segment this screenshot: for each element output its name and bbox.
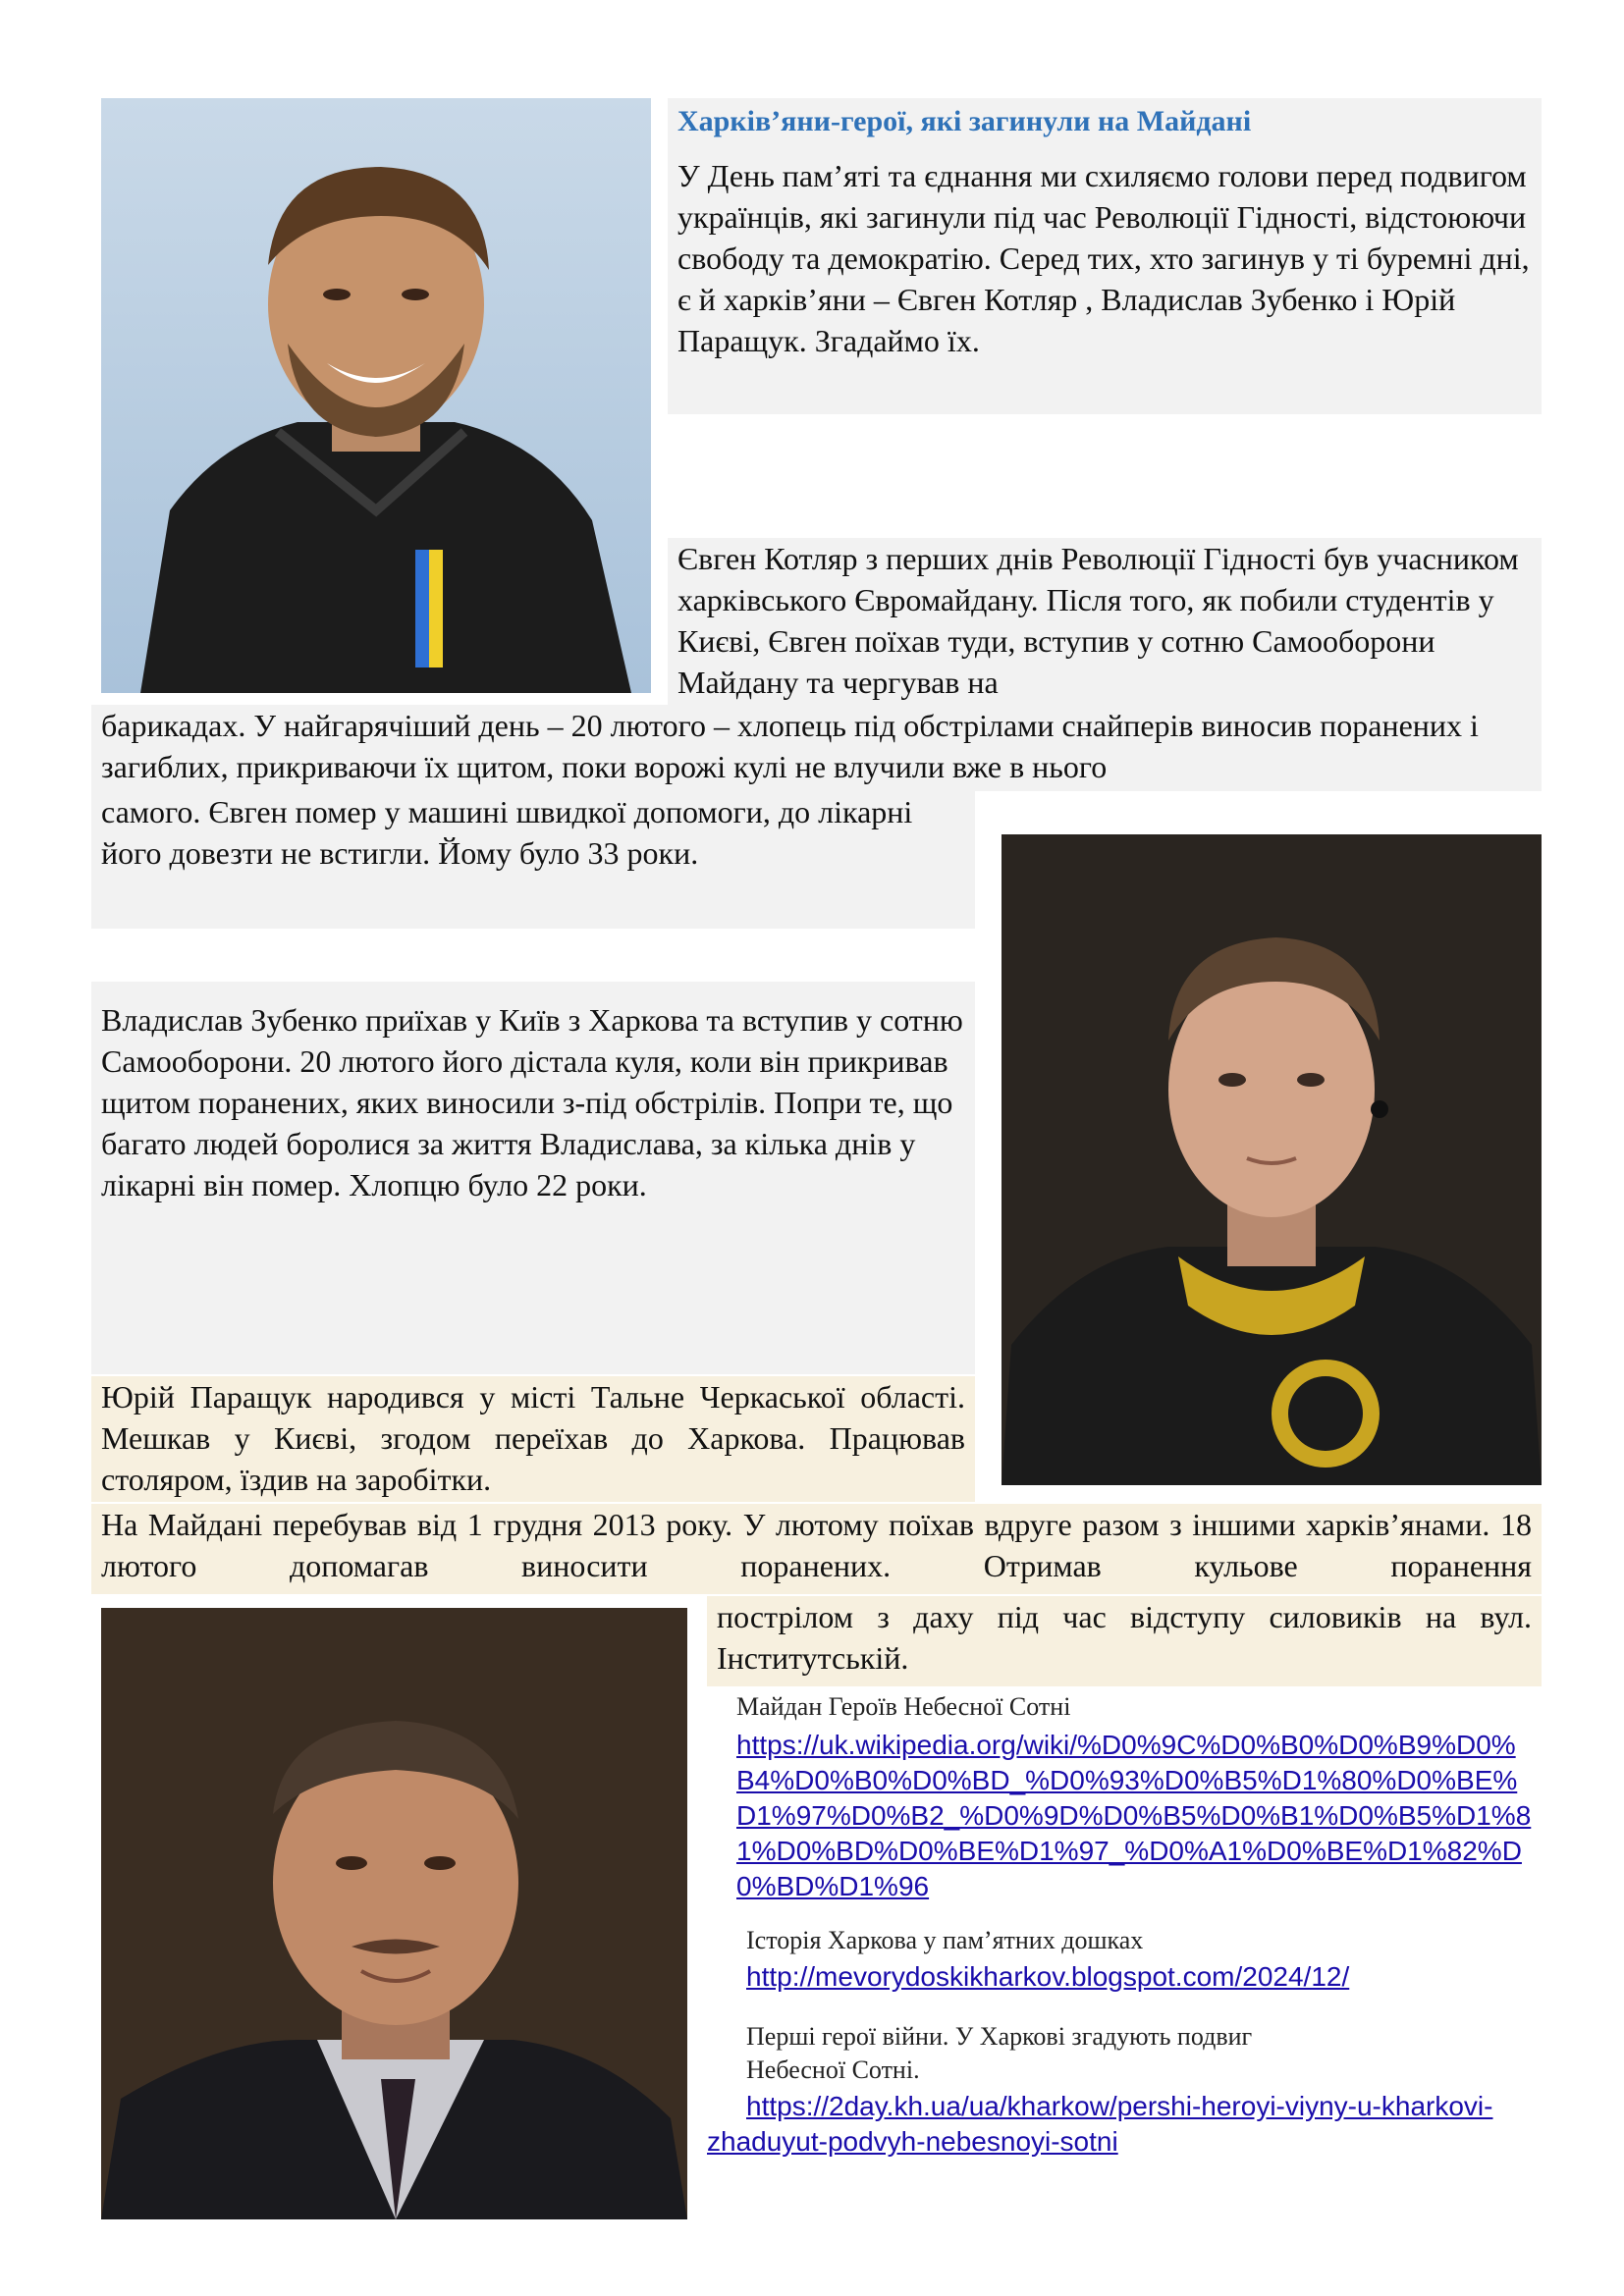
reference-link-2day[interactable]: https://2day.kh.ua/ua/kharkow/pershi-heroyi-viyny-u-kharkovi-zhaduyut-podvyh-nebesnoyi-sotni [707,2091,1493,2157]
photo-yurii-parashchuk [101,1608,687,2219]
zubenko-paragraph: Владислав Зубенко приїхав у Київ з Харкова та вступив у сотню Самооборони. 20 лютого його дістала куля, коли він прикривав щитом поранених, яких виносили з-під обстрілів. Попри те, що багато людей боролися за життя Владислава, за кілька днів у лікарні він помер. Хлопцю було 22 роки. [101,1002,963,1202]
kotliar-paragraph-part3: самого. Євген помер у машині швидкої допомоги, до лікарні його довезти не встигли. Йому було 33 роки. [101,794,913,871]
intro-block [668,98,1542,414]
kotliar-block-middle [91,705,1542,791]
reference-item [707,1924,1542,1995]
photo-yevhen-kotliar [101,98,651,693]
reference-caption: Майдан Героїв Небесної Сотні [736,1692,1071,1721]
reference-item [707,1690,1542,1904]
zubenko-block [91,982,975,1374]
kotliar-paragraph-part2: барикадах. У найгарячіший день – 20 лютого – хлопець під обстрілами снайперів виносив поранених і загиблих, прикриваючи їх щитом, поки ворожі кулі не влучили вже в нього [101,708,1479,784]
parashchuk-block-middle [91,1504,1542,1594]
reference-caption: Перші герої війни. У Харкові згадують подвиг Небесної Сотні. [746,2022,1253,2084]
kotliar-block-top [668,538,1542,705]
photo-vladyslav-zubenko [1001,834,1542,1485]
kotliar-block-bottom [91,791,975,929]
parashchuk-block-bottom [707,1596,1542,1686]
article-title: Харків’яни-герої, які загинули на Майдані [677,105,1252,137]
reference-link-blogspot[interactable]: http://mevorydoskikharkov.blogspot.com/2024/12/ [746,1961,1350,1992]
reference-link-wikipedia[interactable]: https://uk.wikipedia.org/wiki/%D0%9C%D0%B0%D0%B9%D0%B4%D0%B0%D0%BD_%D0%93%D0%B5%D1%80%D0%BE%D1%97%D0%B2_%D0%9D%D0%B5%D0%B1%D0%B5%D1%81%D0%BD%D0%BE%D1%97_%D0%A1%D0%BE%D1%82%D0%BD%D1%96 [736,1730,1532,1901]
intro-paragraph: У День пам’яті та єднання ми схиляємо голови перед подвигом українців, які загинули під час Революції Гідності, відстоюючи свободу та демократію. Серед тих, хто загинув у ті буремні дні, є й харків’яни – Євген Котляр , Владислав Зубенко і Юрій Паращук. Згадаймо їх. [677,158,1530,358]
parashchuk-paragraph-part3: пострілом з даху під час відступу силовиків на вул. Інститутській. [717,1599,1532,1676]
parashchuk-paragraph-part1: Юрій Паращук народився у місті Тальне Черкаської області. Мешкав у Києві, згодом переїхав до Харкова. Працював столяром, їздив на заробітки. [101,1379,965,1497]
reference-caption: Історія Харкова у пам’ятних дошках [746,1926,1144,1954]
parashchuk-block-top [91,1376,975,1502]
kotliar-paragraph-part1: Євген Котляр з перших днів Революції Гідності був учасником харківського Євромайдану. Після того, як побили студентів у Києві, Євген поїхав туди, вступив у сотню Самооборони Майдану та чергував на [677,541,1519,700]
references [707,1686,1542,2160]
parashchuk-paragraph-part2: На Майдані перебував від 1 грудня 2013 року. У лютому поїхав вдруге разом з іншими харків’янами. 18 лютого допомагав виносити поранених. Отримав кульове поранення [101,1507,1532,1583]
reference-item [707,2020,1542,2160]
